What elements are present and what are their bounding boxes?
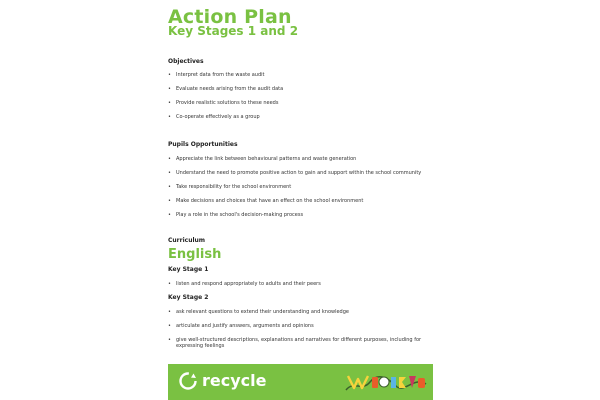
bullet-icon: • [168, 309, 171, 315]
bullet-icon: • [168, 72, 171, 78]
list-item: • Provide realistic solutions to these needs [168, 100, 279, 106]
list-item: • Take responsibility for the school environment [168, 184, 292, 190]
list-item: • articulate and justify answers, arguments and opinions [168, 323, 314, 329]
list-item: • Interpret data from the waste audit [168, 72, 265, 78]
list-item: • give well-structured descriptions, explanations and narratives for different purposes, including for expressing feelings [168, 337, 422, 349]
list-item: • Co-operate effectively as a group [168, 114, 260, 120]
bullet-icon: • [168, 170, 171, 176]
footer-banner [168, 364, 433, 400]
recycle-text: recycle [202, 371, 267, 390]
list-item: • Appreciate the link between behavioural patterns and waste generation [168, 156, 357, 162]
recycle-icon [178, 371, 198, 391]
bullet-icon: • [168, 198, 171, 204]
bullet-icon: • [168, 86, 171, 92]
recycle-logo [178, 371, 266, 391]
page-subtitle: Key Stages 1 and 2 [168, 24, 299, 38]
list-item: • Evaluate needs arising from the audit data [168, 86, 284, 92]
list-item: • Understand the need to promote positive action to gain and support within the school community [168, 170, 422, 176]
key-stage-1-heading: Key Stage 1 [168, 266, 209, 273]
bullet-icon: • [168, 100, 171, 106]
subject-title: English [168, 247, 222, 262]
objectives-list [168, 72, 438, 128]
list-item: • Make decisions and choices that have an effect on the school environment [168, 198, 364, 204]
list-item: • ask relevant questions to extend their understanding and knowledge [168, 309, 349, 315]
list-item: • Play a role in the school's decision-making process [168, 212, 304, 218]
bullet-icon: • [168, 323, 171, 329]
pupils-heading: Pupils Opportunities [168, 141, 238, 148]
bullet-icon: • [168, 281, 171, 287]
bullet-icon: • [168, 337, 171, 343]
pupils-list [168, 156, 438, 226]
bullet-icon: • [168, 114, 171, 120]
bullet-icon: • [168, 212, 171, 218]
wastebuster-logo [344, 370, 428, 394]
bullet-icon: • [168, 156, 171, 162]
bullet-icon: • [168, 184, 171, 190]
key-stage-2-heading: Key Stage 2 [168, 294, 209, 301]
curriculum-heading: Curriculum [168, 237, 206, 244]
objectives-heading: Objectives [168, 58, 204, 65]
page-title: Action Plan [168, 6, 292, 28]
key-stage-2-list [168, 309, 438, 357]
list-item: • listen and respond appropriately to adults and their peers [168, 281, 321, 287]
key-stage-1-list [168, 281, 438, 295]
